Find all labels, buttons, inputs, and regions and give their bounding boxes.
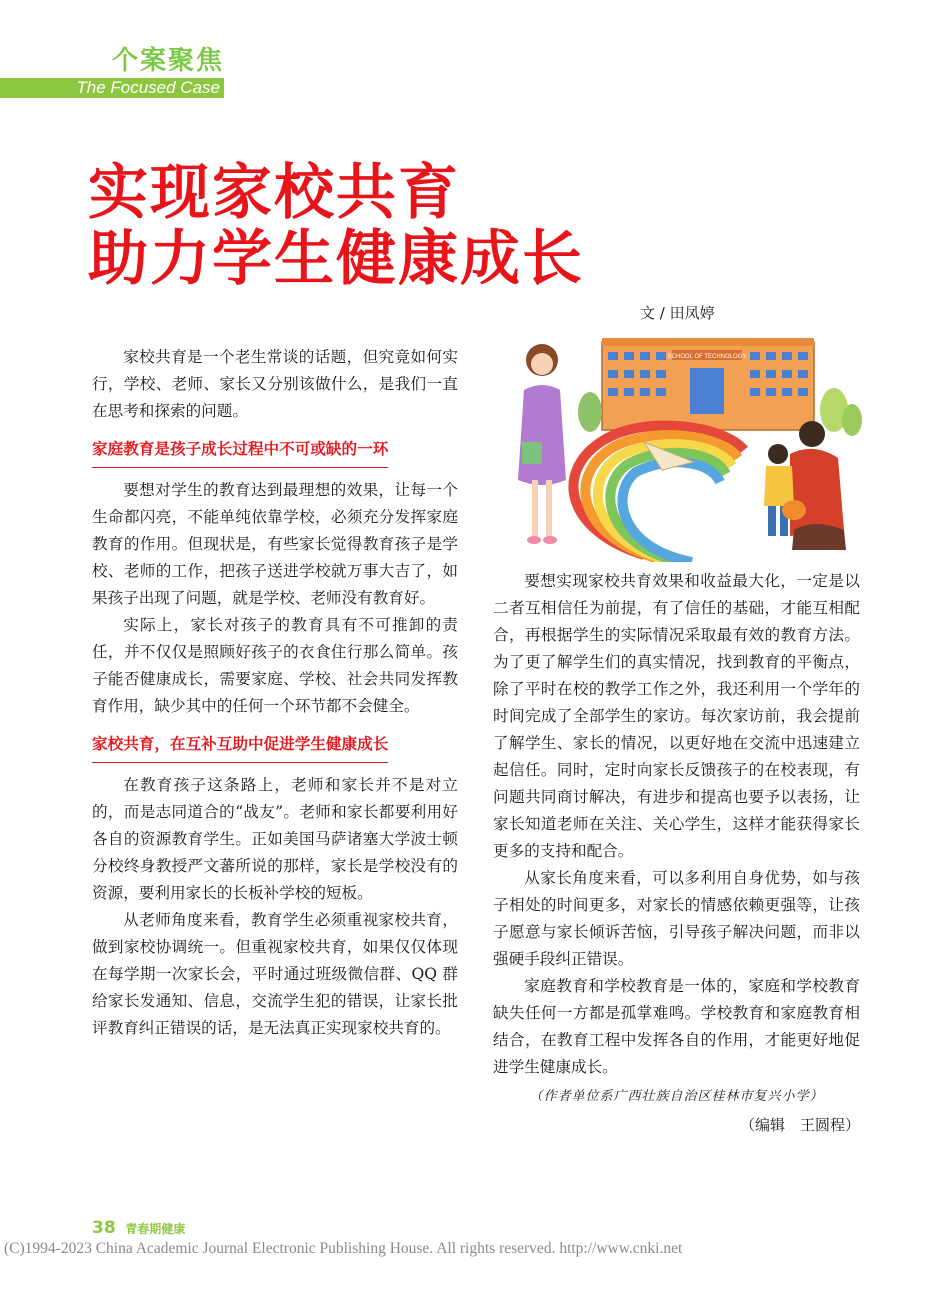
- school-sign-text: SCHOOL OF TECHNOLOGY: [667, 354, 747, 360]
- intro-paragraph: 家校共育是一个老生常谈的话题，但究竟如何实行，学校、老师、家长又分别该做什么，是我们一直在思考和探索的问题。: [92, 348, 458, 420]
- paragraph: 要想实现家校共育效果和收益最大化，一定是以二者互相信任为前提，有了信任的基础，才能互相配合，再根据学生的实际情况采取最有效的教育方法。为了更了解学生们的真实情况，找到教育的平衡点，除了平时在校的教学工作之外，我还利用一个学年的时间完成了全部学生的家访。每次家访前，我会提前了解学生、家长的情况，以更好地在交流中迅速建立起信任。同时，定时向家长反馈孩子的在校表现，有问题共同商讨解决，有进步和提高也要予以表扬，让家长知道老师在关注、关心学生，这样才能获得家长更多的支持和配合。: [493, 572, 860, 860]
- section-label-en: The Focused Case: [76, 78, 220, 97]
- paragraph: 要想对学生的教育达到最理想的效果，让每一个生命都闪亮，不能单纯依靠学校，必须充分发挥家庭教育的作用。但现状是，有些家长觉得教育孩子是学校、老师的工作，把孩子送进学校就万事大吉了，如果孩子出现了问题，就是学校、老师没有教育好。: [92, 481, 458, 607]
- page-footer: [92, 1218, 185, 1238]
- article-title: [88, 160, 584, 292]
- right-column: [493, 568, 860, 1139]
- paragraph: 家庭教育和学校教育是一体的，家庭和学校教育缺失任何一方都是孤掌难鸣。学校教育和家庭教育相结合，在教育工程中发挥各自的作用，才能更好地促进学生健康成长。: [493, 977, 860, 1076]
- paragraph: 在教育孩子这条路上，老师和家长并不是对立的，而是志同道合的“战友”。老师和家长都要利用好各自的资源教育学生。正如美国马萨诸塞大学波士顿分校终身教授严文蕃所说的那样，家长是学校没有的资源，要利用家长的长板补学校的短板。: [92, 776, 458, 902]
- section-heading-1: 家庭教育是孩子成长过程中不可或缺的一环: [92, 436, 388, 468]
- section-heading-2: 家校共育，在互补互助中促进学生健康成长: [92, 731, 388, 763]
- copyright-watermark: (C)1994-2023 China Academic Journal Electronic Publishing House. All rights reserved. http://www.cnki.net: [4, 1240, 683, 1257]
- title-line-2: 助力学生健康成长: [88, 224, 584, 294]
- byline: 文 / 田凤婷: [640, 304, 715, 322]
- left-column: [92, 344, 458, 1042]
- paragraph: 实际上，家长对孩子的教育具有不可推卸的责任，并不仅仅是照顾好孩子的衣食住行那么简单。孩子能否健康成长，需要家庭、学校、社会共同发挥教育作用，缺少其中的任何一个环节都不会健全。: [92, 616, 458, 715]
- section-label-bar: [0, 78, 224, 98]
- editor-credit: （编辑 王圆程）: [739, 1116, 860, 1134]
- title-line-1: 实现家校共育: [88, 158, 460, 228]
- page-number: 38: [92, 1218, 116, 1238]
- magazine-name: 青春期健康: [125, 1222, 186, 1236]
- paragraph: 从老师角度来看，教育学生必须重视家校共育，做到家校协调统一。但重视家校共育，如果仅仅体现在每学期一次家长会，平时通过班级微信群、QQ 群给家长发通知、信息，交流学生犯的错误，让家长批评教育纠正错误的话，是无法真正实现家校共育的。: [92, 911, 458, 1037]
- section-label-cn: 个案聚焦: [112, 46, 225, 76]
- school-family-illustration: [494, 330, 874, 562]
- paragraph: 从家长角度来看，可以多利用自身优势，如与孩子相处的时间更多，对家长的情感依赖更强等，让孩子愿意与家长倾诉苦恼，引导孩子解决问题，而非以强硬手段纠正错误。: [493, 869, 860, 968]
- author-affiliation: （作者单位系广西壮族自治区桂林市复兴小学）: [529, 1089, 824, 1104]
